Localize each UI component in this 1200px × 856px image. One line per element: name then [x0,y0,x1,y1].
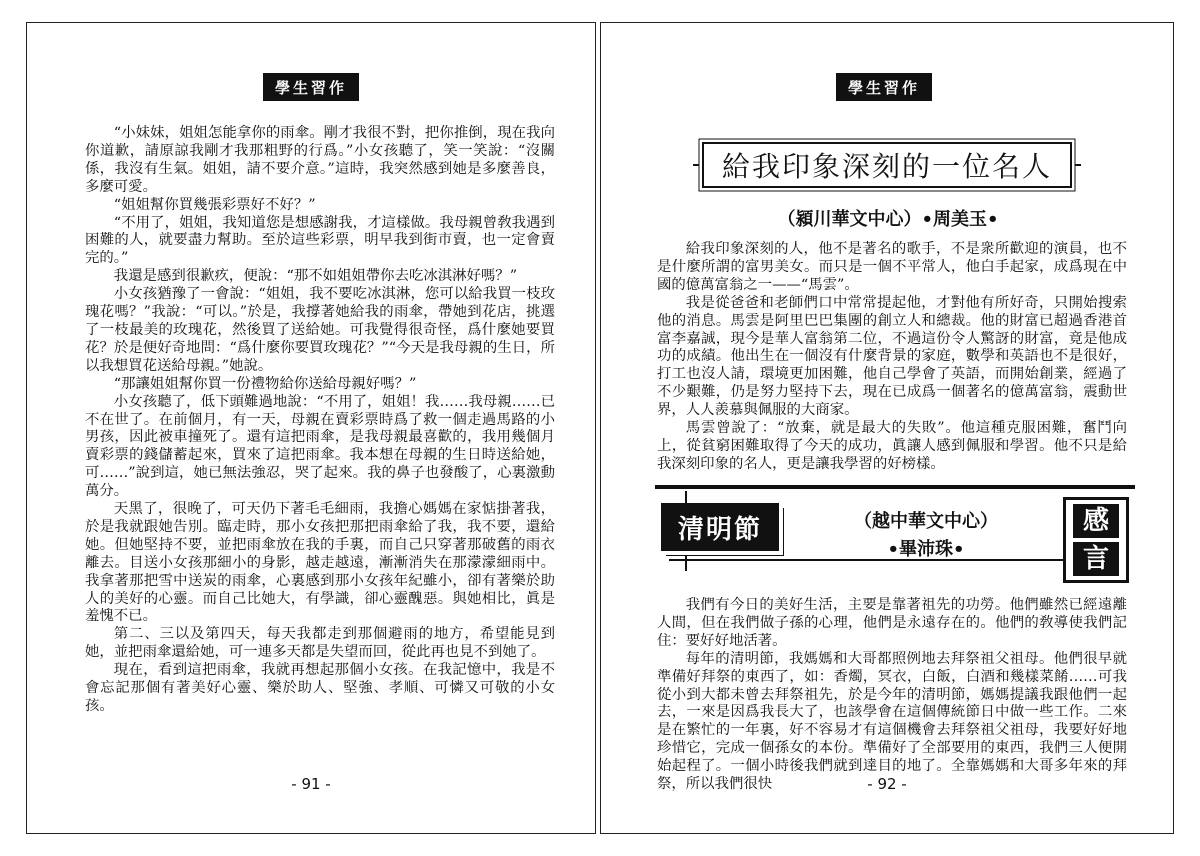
paragraph: 小女孩聽了，低下頭難過地說：“不用了，姐姐！我……我母親……已不在世了。在前個月，有一天，母親在賣彩票時爲了救一個走過馬路的小男孩，因此被車撞死了。還有這把雨傘，是我母親最喜歡的，我用幾個月賣彩票的錢儲蓄起來，買來了這把雨傘。我本想在母親的生日時送給她，可……”說到這，她已無法強忍，哭了起來。我的鼻子也發酸了，心裏激動萬分。 [85,393,555,500]
article-byline-name: •畢沛珠• [887,539,965,560]
paragraph: “不用了，姐姐，我知道您是想感謝我，才這樣做。我母親曾敎我遇到困難的人，就要盡力幫助。至於這些彩票，明早我到街市賣，也一定會賣完的。” [85,214,555,267]
section-divider [655,485,1135,489]
article-byline: （潁川華文中心）•周美玉• [777,209,999,230]
section-header-tab: 學生習作 [836,73,932,101]
paragraph: 我是從爸爸和老師們口中常常提起他，才對他有所好奇，只開始搜索他的消息。馬雲是阿里巴巴集團的創立人和總裁。他的財富已超過香港首富李嘉誠，現今是華人富翁第二位，不過這份令人驚訝的財富，竟是他成功的成績。他出生在一個沒有什麼背景的家庭，數學和英語也不是很好，打工也沒人請，環境更加困難，他自己學會了英語，而開始創業，經過了不少艱難，仍是努力堅持下去，現在已成爲一個著名的億萬富翁，震動世界，人人羨慕與佩服的大商家。 [657,294,1127,419]
paragraph: 天黑了，很晚了，可天仍下著毛毛細雨，我擔心媽媽在家惦掛著我，於是我就跟她告別。臨走時，那小女孩把那把雨傘給了我，我不要，還給她。但她堅持不要，並把雨傘放在我的手裏，而自己只穿著那破舊的雨衣離去。目送小女孩那細小的身影，越走越遠，漸漸消失在那濛濛細雨中。我拿著那把雪中送炭的雨傘，心裏感到那小女孩年紀雖小，卻有著樂於助人的美好的心靈。而自己比她大，有學識，卻心靈醜惡。與她相比，眞是羞愧不已。 [85,501,555,625]
paragraph: 給我印象深刻的人，他不是著名的歌手，不是衆所歡迎的演員，也不是什麼所謂的富男美女。而只是一個不平常人，他白手起家，成爲現在中國的億萬富翁之一——“馬雲”。 [657,241,1127,293]
paragraph: 現在，看到這把雨傘，我就再想起那個小女孩。在我記憶中，我是不會忘記那個有著美好心靈、樂於助人、堅強、孝順、可憐又可敬的小女孩。 [85,662,555,714]
right-page [600,22,1174,834]
paragraph: 小女孩猶豫了一會說：“姐姐，我不要吃冰淇淋，您可以給我買一枝玫瑰花嗎？”我說：“可以。”於是，我撐著她給我的雨傘，帶她到花店，挑選了一枝最美的玫瑰花，然後買了送給她。可我覺得很奇怪，爲什麼她要買花？於是便好奇地問：“爲什麼你要買玫瑰花？”“今天是我母親的生日，所以我想買花送給母親。”她說。 [85,286,555,374]
article-title-frame [693,137,1081,193]
category-badge-char: 感 [1073,504,1119,538]
paragraph: “那讓姐姐幫你買一份禮物給你送給母親好嗎？” [113,375,417,392]
left-page [26,22,596,834]
article-title-badge: 清明節 [661,503,779,551]
paragraph: “姐姐幫你買幾張彩票好不好？” [113,196,316,213]
article-title: 給我印象深刻的一位名人 [721,150,1052,183]
paragraph: 第二、三以及第四天，每天我都走到那個避雨的地方，希望能見到她，並把雨傘還給她，可一連多天都是失望而回，從此再也見不到她了。 [85,626,555,661]
paragraph: 每年的清明節，我媽媽和大哥都照例地去拜祭祖父祖母。他們很早就準備好拜祭的東西了，如：香燭，冥衣，白飯，白酒和幾樣菜餚……可我從小到大都未曾去拜祭祖先，於是今年的清明節，媽媽提議我跟他們一起去，一來是因爲我長大了，也該學會在這個傳統節日中做一些工作。二來是在繁忙的一年裏，好不容易才有這個機會去拜祭祖父祖母，我要好好地珍惜它，完成一個孫女的本份。準備好了全部要用的東西，我們三人便開始起程了。一個小時後我們就到達目的地了。全靠媽媽和大哥多年來的拜祭，所以我們很快 [657,650,1127,793]
article-body [85,125,555,716]
article-body [657,597,1127,794]
category-badge-char: 言 [1073,542,1119,576]
section-header-tab: 學生習作 [263,73,359,101]
paragraph: 馬雲曾說了：“放棄，就是最大的失敗”。他這種克服困難，奮鬥向上，從貧窮困難取得了今天的成功，眞讓人感到佩服和學習。他不只是給我深刻印象的名人，更是讓我學習的好榜樣。 [657,420,1127,472]
paragraph: 我還是感到很歉疚，便說：“那不如姐姐帶你去吃冰淇淋好嗎？” [113,268,518,285]
article-byline-school: （越中華文中心） [854,511,998,532]
paragraph: 我們有今日的美好生活，主要是靠著祖先的功勞。他們雖然已經遠離人間，但在我們做子孫的心理，他們是永遠存在的。他們的敎導使我們記住：要好好地活著。 [657,597,1127,649]
paragraph: “小妹妹，姐姐怎能拿你的雨傘。剛才我很不對，把你推倒，現在我向你道歉，請原諒我剛才我那粗野的行爲。”小女孩聽了，笑一笑說：“沒關係，我沒有生氣。姐姐，請不要介意。”這時，我突然感到她是多麼善良，多麼可愛。 [85,125,555,195]
page-number: - 91 - [291,775,331,793]
article-body [657,241,1127,474]
category-badge [1063,497,1129,583]
page-number: - 92 - [867,775,907,793]
